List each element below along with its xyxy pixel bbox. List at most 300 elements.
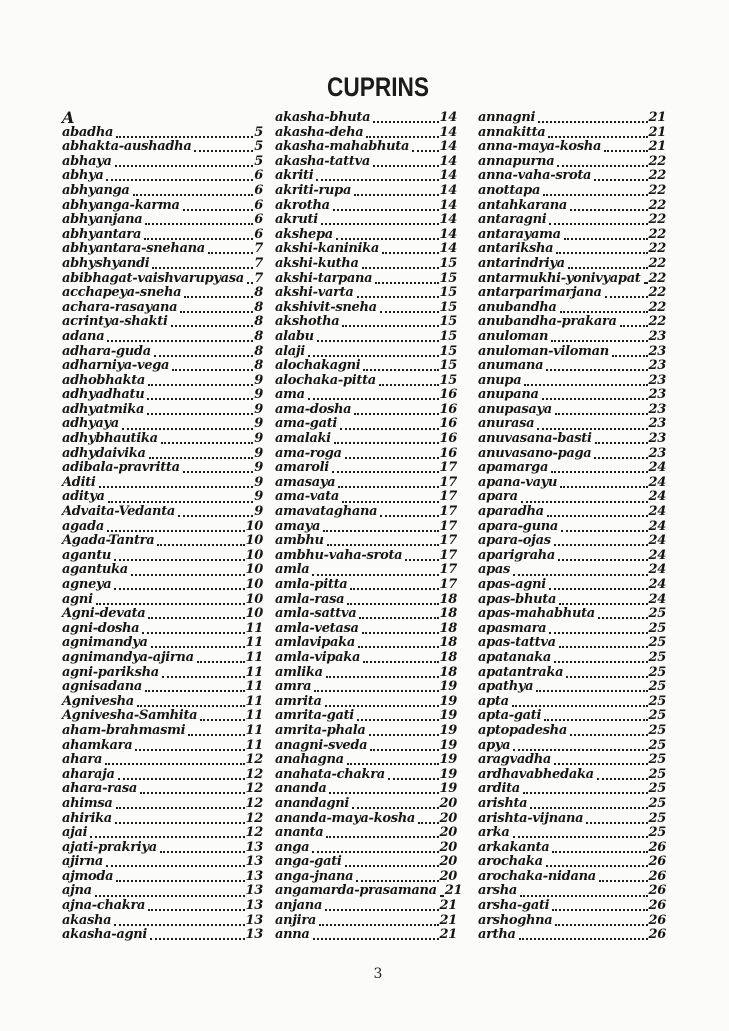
entry-page-number: 14 [439,182,457,198]
section-letter: A [62,108,75,127]
entry-term: apatanaka [478,649,551,665]
entry-term: annapurna [478,153,555,169]
dot-leader [605,296,648,298]
entry-page-number: 24 [648,547,666,563]
entry-page-number: 9 [254,474,263,490]
entry-page-number: 21 [648,139,666,155]
dot-leader [369,734,439,736]
index-entry [275,169,457,184]
entry-page-number: 15 [439,270,457,286]
dot-leader [542,398,648,400]
entry-term: antarparimarjana [478,285,602,301]
entry-term: anupasaya [478,401,552,417]
dot-leader [326,676,439,678]
entry-page-number: 5 [254,153,263,169]
dot-leader [549,632,647,634]
dot-leader [183,471,253,473]
entry-term: ajna [62,883,92,899]
index-entry [478,884,666,899]
dot-leader [412,150,438,152]
dot-leader [95,895,245,897]
dot-leader [523,792,648,794]
index-entry [275,330,457,345]
entry-page-number: 15 [439,285,457,301]
index-entry [62,228,263,243]
entry-page-number: 24 [648,474,666,490]
entry-page-number: 8 [254,328,263,344]
dot-leader [108,501,254,503]
index-entry [478,476,666,491]
entry-term: akshi-varta [275,285,354,301]
entry-page-number: 23 [648,387,666,403]
entry-page-number: 21 [439,898,457,914]
dot-leader [513,836,648,838]
entry-page-number: 14 [439,212,457,228]
index-entry [478,155,666,170]
entry-page-number: 14 [439,241,457,257]
dot-leader [135,749,244,751]
entry-page-number: 23 [648,358,666,374]
entry-page-number: 15 [439,314,457,330]
dot-leader [321,223,439,225]
index-entry [478,403,666,418]
dot-leader [598,617,648,619]
dot-leader [586,822,647,824]
dot-leader [536,690,647,692]
entry-page-number: 15 [439,255,457,271]
dot-leader [357,719,439,721]
entry-page-number: 19 [439,693,457,709]
entry-page-number: 21 [444,883,463,899]
index-entry [62,272,263,287]
entry-page-number: 10 [245,577,263,592]
entry-term: anga-jnana [275,868,354,884]
entry-term: aparadha [478,504,544,520]
entry-page-number: 9 [254,401,263,417]
entry-page-number: 26 [648,839,666,855]
index-entry [478,417,666,432]
entry-page-number: 11 [245,722,263,738]
dot-leader [180,311,253,313]
index-entry [62,403,263,418]
entry-term: anupa [478,372,522,388]
dot-leader [570,734,648,736]
entry-term: anga [275,839,310,855]
index-entry [275,228,457,243]
index-entry [478,593,666,608]
entry-term: agnimandya-ajirna [62,649,194,665]
entry-term: acchapeya-sneha [62,285,182,301]
index-entry [62,432,263,447]
dot-leader [148,617,244,619]
entry-term: akshi-kutha [275,255,359,271]
index-entry [275,476,457,491]
entry-page-number: 21 [439,912,457,928]
entry-page-number: 20 [439,868,457,884]
entry-page-number: 25 [648,810,666,826]
entry-page-number: 13 [245,912,263,928]
dot-leader [172,369,253,371]
entry-term: arishta-vijnana [478,810,584,826]
entry-page-number: 24 [648,460,666,476]
index-entry [62,884,263,899]
index-entry [62,739,263,754]
index-entry [275,155,457,170]
entry-term: antarayama [478,226,561,242]
entry-page-number: 9 [254,489,263,505]
index-entry [62,724,263,739]
entry-page-number: 21 [439,927,457,943]
entry-term: agneya [62,577,112,592]
entry-term: amrita-gati [275,708,354,724]
dot-leader [338,486,438,488]
dot-leader [107,340,253,342]
entry-page-number: 22 [648,285,666,301]
index-entry [275,870,457,885]
index-entry [275,213,457,228]
entry-term: abhakta-aushadha [62,139,192,155]
entry-term: aham-brahmasmi [62,722,186,738]
entry-page-number: 15 [439,372,457,388]
index-entry [478,768,666,783]
entry-page-number: 25 [648,708,666,724]
entry-term: ama-dosha [275,401,352,417]
entry-page-number: 6 [254,212,263,228]
entry-page-number: 12 [245,781,263,797]
entry-term: arishta [478,795,528,811]
entry-term: amra [275,679,312,695]
entry-page-number: 15 [439,299,457,315]
index-entry [62,870,263,885]
entry-term: antariksha [478,241,554,257]
index-entry [62,388,263,403]
entry-page-number: 26 [648,854,666,870]
dot-leader [379,384,439,386]
index-entry [62,680,263,695]
dot-leader [149,457,254,459]
entry-page-number: 14 [439,110,457,125]
entry-page-number: 23 [648,431,666,447]
index-entry [478,534,666,549]
entry-page-number: 17 [439,547,457,563]
entry-term: ama [275,387,305,403]
dot-leader [131,574,245,576]
entry-page-number: 12 [245,795,263,811]
entry-page-number: 23 [648,416,666,432]
index-entry [478,549,666,564]
entry-page-number: 19 [439,737,457,753]
dot-leader [530,807,647,809]
entry-term: ananda [275,781,327,797]
index-entry [275,593,457,608]
entry-page-number: 8 [254,358,263,374]
entry-page-number: 22 [648,299,666,315]
entry-term: apas-agni [478,577,546,592]
entry-term: amlika [275,664,323,680]
entry-term: adharniya-vega [62,358,170,374]
entry-page-number: 7 [254,241,263,257]
entry-page-number: 22 [648,168,666,184]
dot-leader [332,471,439,473]
entry-page-number: 26 [648,898,666,914]
index-entry [275,899,457,914]
dot-leader [513,574,647,576]
entry-page-number: 10 [245,562,263,578]
entry-term: amla-vipaka [275,649,361,665]
entry-term: antaragni [478,212,547,228]
entry-term: Agnivesha [62,693,134,709]
index-entry [62,461,263,476]
entry-term: ama-gati [275,416,338,432]
dot-leader [418,822,439,824]
entry-page-number: 25 [648,781,666,797]
index-entry [62,490,263,505]
entry-term: aparigraha [478,547,555,563]
entry-term: annagni [478,110,536,125]
entry-page-number: 9 [254,387,263,403]
dot-leader [314,690,438,692]
dot-leader [357,296,439,298]
index-entry [62,417,263,432]
entry-page-number: 22 [648,255,666,271]
entry-term: anubandha-prakara [478,314,617,330]
index-entry [62,563,263,578]
entry-page-number: 25 [648,722,666,738]
index-entry [275,797,457,812]
dot-leader [133,194,254,196]
index-entry [62,636,263,651]
entry-page-number: 11 [245,664,263,680]
dot-leader [144,238,253,240]
index-entry [275,432,457,447]
entry-page-number: 7 [254,255,263,271]
dot-leader [519,938,648,940]
entry-page-number: 22 [648,241,666,257]
entry-page-number: 21 [648,124,666,140]
dot-leader [405,559,438,561]
entry-page-number: 20 [439,839,457,855]
entry-page-number: 16 [439,387,457,403]
index-entry [62,549,263,564]
index-entry [478,199,666,214]
entry-page-number: 26 [648,927,666,943]
dot-leader [512,705,648,707]
dot-leader [116,136,253,138]
dot-leader [308,398,439,400]
entry-term: apta-gati [478,708,542,724]
dot-leader [347,603,438,605]
index-entry [478,914,666,929]
entry-term: abhyanjana [62,212,143,228]
entry-term: agni [62,591,93,607]
index-entry [275,914,457,929]
dot-leader [96,603,245,605]
entry-term: amrita-phala [275,722,366,738]
index-entry [478,782,666,797]
entry-page-number: 13 [245,854,263,870]
entry-page-number: 25 [648,649,666,665]
index-entry [62,607,263,622]
entry-term: ananda-maya-kosha [275,810,415,826]
entry-term: Agada-Tantra [62,533,155,549]
entry-term: anandagni [275,795,350,811]
index-entry [275,680,457,695]
dot-leader [380,311,439,313]
entry-term: akasha-agni [62,927,148,943]
entry-term: akshi-kaninika [275,241,379,257]
entry-page-number: 11 [245,649,263,665]
entry-term: adhyaya [62,416,119,432]
entry-term: abhyantara [62,226,142,242]
index-entry [62,899,263,914]
entry-term: ardita [478,781,520,797]
dot-leader [373,165,439,167]
dot-leader [145,223,253,225]
entry-term: abhyshyandi [62,255,150,271]
entry-page-number: 19 [439,766,457,782]
entry-term: apasmara [478,620,547,636]
index-entry [478,666,666,681]
entry-page-number: 24 [648,562,666,578]
dot-leader [334,442,439,444]
entry-term: Aditi [62,474,96,490]
entry-page-number: 25 [648,679,666,695]
index-entry [275,286,457,301]
entry-page-number: 24 [648,533,666,549]
entry-term: angamarda-prasamana [275,883,437,899]
entry-term: anagni-sveda [275,737,368,753]
dot-leader [555,924,647,926]
entry-term: akasha-tattva [275,153,370,169]
entry-page-number: 13 [245,868,263,884]
dot-leader [197,661,245,663]
dot-leader [520,895,648,897]
entry-page-number: 10 [245,606,263,622]
entry-page-number: 12 [245,766,263,782]
entry-page-number: 9 [254,372,263,388]
entry-page-number: 25 [648,664,666,680]
index-entry [275,812,457,827]
dot-leader [319,924,439,926]
entry-page-number: 25 [648,620,666,636]
dot-leader [247,282,253,284]
index-entry [478,432,666,447]
entry-page-number: 9 [254,460,263,476]
dot-leader [140,792,245,794]
entry-page-number: 13 [245,839,263,855]
entry-page-number: 25 [648,825,666,841]
page-number: 3 [373,966,383,982]
dot-leader [336,238,439,240]
entry-page-number: 9 [254,431,263,447]
entry-term: ambhu [275,533,324,549]
entry-term: akasha-deha [275,124,364,140]
entry-page-number: 21 [648,110,666,125]
dot-leader [106,179,253,181]
entry-page-number: 14 [439,197,457,213]
index-entry [275,242,457,257]
entry-term: akasha-mahabhuta [275,139,410,155]
entry-term: anna [275,927,310,943]
dot-leader [558,559,648,561]
index-entry [275,417,457,432]
dot-leader [595,442,648,444]
index-entry [62,578,263,593]
entry-term: apara [478,489,518,505]
entry-page-number: 17 [439,518,457,534]
index-entry [478,126,666,141]
entry-term: adhyadhatu [62,387,145,403]
entry-page-number: 12 [245,752,263,768]
entry-page-number: 17 [439,562,457,578]
dot-leader [154,355,253,357]
index-entry [275,315,457,330]
index-entry [275,374,457,389]
index-entry [62,184,263,199]
dot-leader [644,282,648,284]
entry-page-number: 8 [254,314,263,330]
entry-term: apara-ojas [478,533,551,549]
entry-term: alabu [275,328,314,344]
entry-term: adhobhakta [62,372,146,388]
index-entry [62,213,263,228]
index-entry [478,739,666,754]
dot-leader [342,501,438,503]
index-entry [275,534,457,549]
index-entry [478,272,666,287]
dot-leader [150,938,244,940]
entry-term: amla [275,562,310,578]
index-entry [478,345,666,360]
entry-page-number: 24 [648,518,666,534]
dot-leader [554,544,648,546]
dot-leader [359,617,438,619]
index-entry [62,315,263,330]
dot-leader [548,136,647,138]
dot-leader [543,194,647,196]
dot-leader [326,836,438,838]
dot-leader [171,325,254,327]
dot-leader [363,369,438,371]
entry-term: ambhu-vaha-srota [275,547,403,563]
entry-page-number: 14 [439,153,457,169]
dot-leader [549,588,648,590]
entry-term: akasha-bhuta [275,110,371,125]
dot-leader [370,749,438,751]
dot-leader [551,340,647,342]
entry-page-number: 23 [648,372,666,388]
dot-leader [105,763,244,765]
dot-leader [555,413,648,415]
entry-page-number: 14 [439,124,457,140]
entry-term: adhydaivika [62,445,146,461]
index-entry [62,826,263,841]
dot-leader [380,515,438,517]
index-entry [478,709,666,724]
dot-leader [99,486,254,488]
entry-term: adhara-guda [62,343,151,359]
dot-leader [554,763,647,765]
entry-page-number: 6 [254,182,263,198]
index-entry [62,782,263,797]
dot-leader [366,136,438,138]
entry-page-number: 8 [254,343,263,359]
entry-page-number: 13 [245,883,263,899]
entry-page-number: 17 [439,489,457,505]
index-entry [275,578,457,593]
entry-page-number: 15 [439,358,457,374]
entry-term: anuloman-viloman [478,343,609,359]
